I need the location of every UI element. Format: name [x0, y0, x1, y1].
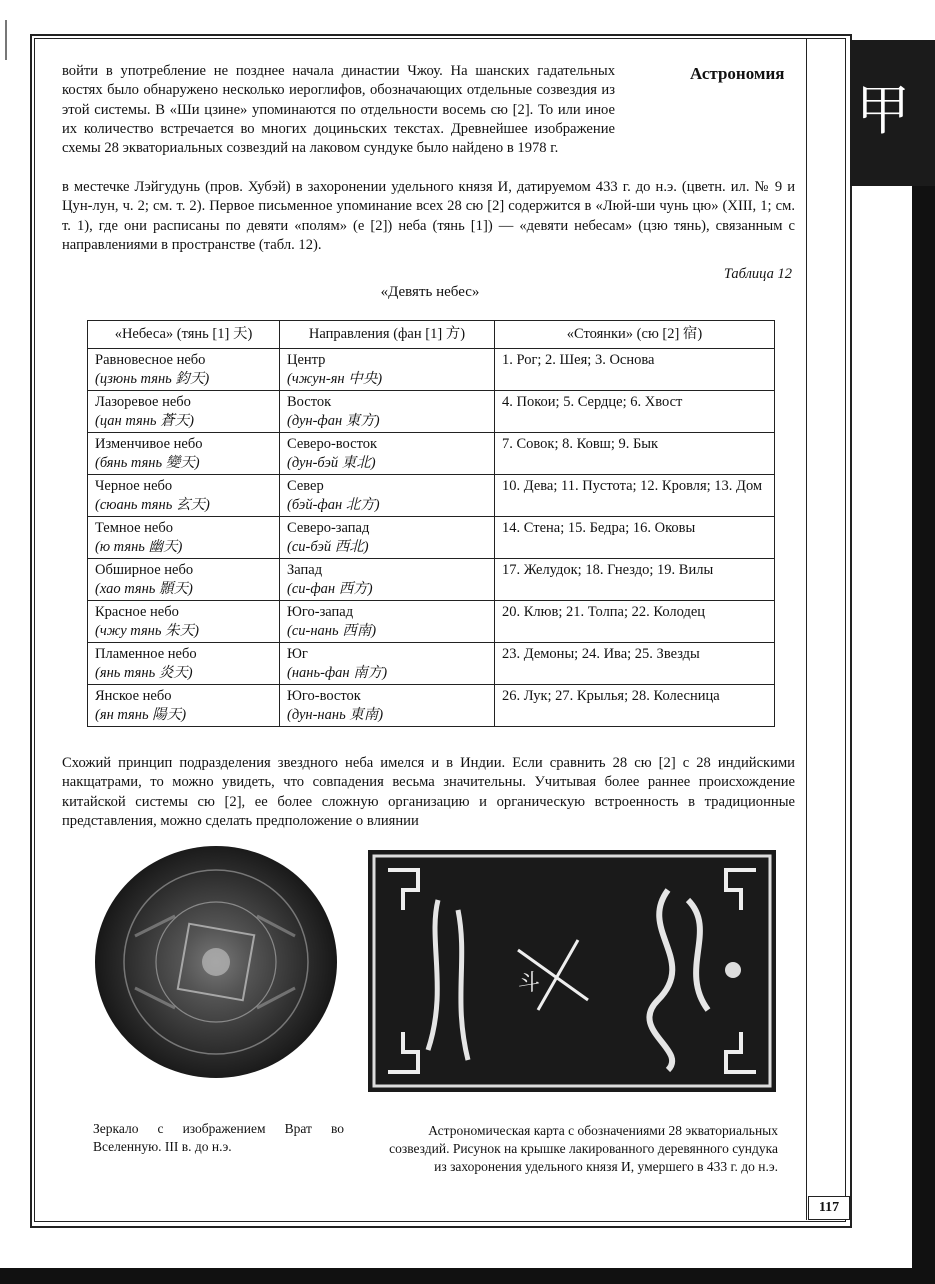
heaven-cell-main: Янское небо [95, 688, 172, 704]
table-row [88, 601, 775, 643]
bottom-edge-bar [0, 1268, 935, 1284]
table-row [88, 349, 775, 391]
direction-cell-transcription: (си-нань 西南) [287, 623, 377, 639]
star-map-caption: Астрономическая карта с обозначениями 28 экваториальных созвездий. Рисунок на крышке лакированного деревянного сундука из захоронения удельного князя И, умершего в 433 г. до н.э. [389, 1123, 778, 1174]
direction-cell-transcription: (дун-нань 東南) [287, 707, 384, 723]
paragraph-2: Схожий принцип подразделения звездного неба имелся и в Индии. Если сравнить 28 сю [2] с 28 индийскими накщатрами, то можно увидеть, что совпадения весьма значительны. Учитывая более раннее происхождение китайской системы сю [2], ее более сложную организацию и органическую встроенность в традиционные представления, можно сделать предположение о влиянии [62, 755, 795, 829]
table-row [88, 517, 775, 559]
direction-cell-main: Юго-восток [287, 688, 361, 704]
direction-cell-transcription: (дун-бэй 東北) [287, 455, 376, 471]
stations-cell-main: 14. Стена; 15. Бедра; 16. Оковы [502, 520, 696, 536]
mirror-caption: Зеркало с изображением Врат во Вселенную. III в. до н.э. [93, 1121, 344, 1154]
stations-cell-main: 20. Клюв; 21. Толпа; 22. Колодец [502, 604, 706, 620]
nine-heavens-table [87, 320, 775, 727]
direction-cell [280, 517, 495, 559]
stations-cell [495, 685, 775, 727]
direction-cell-transcription: (дун-фан 東方) [287, 413, 380, 429]
lacquer-chest-star-map-image [368, 850, 776, 1092]
direction-cell [280, 601, 495, 643]
stations-cell-main: 10. Дева; 11. Пустота; 12. Кровля; 13. Дом [502, 478, 763, 494]
direction-cell-transcription: (нань-фан 南方) [287, 665, 388, 681]
stations-cell [495, 475, 775, 517]
heaven-cell [88, 601, 280, 643]
direction-cell-transcription: (бэй-фан 北方) [287, 497, 380, 513]
heaven-cell-main: Равновесное небо [95, 352, 206, 368]
stations-cell [495, 433, 775, 475]
heaven-cell [88, 517, 280, 559]
chapter-tab-character: 甲 [856, 79, 910, 142]
heaven-cell [88, 643, 280, 685]
paragraph-1-continued: в местечке Лэйгудунь (пров. Хубэй) в захоронении удельного князя И, датируемом 433 г. до н.э. (цветн. ил. № 9 и Цун-лун, ч. 2; см. т. 2). Первое письменное упоминание всех 28 сю [2] содержится в «Люй-ши чунь цю» (XIII, 1; см. т. 1), где они расписаны по девяти «полям» (е [2]) неба (тянь [1]) — «девяти небесам» (цзю тянь), связанным с направлениями в пространстве (табл. 12). [62, 179, 795, 253]
direction-cell-main: Север [287, 478, 324, 494]
heaven-cell [88, 685, 280, 727]
heaven-cell-transcription: (чжу тянь 朱天) [95, 623, 199, 639]
stations-cell-main: 23. Демоны; 24. Ива; 25. Звезды [502, 646, 700, 662]
table-row [88, 391, 775, 433]
scan-mark [5, 20, 7, 60]
direction-cell-main: Северо-запад [287, 520, 370, 536]
direction-cell-main: Запад [287, 562, 323, 578]
table-body [88, 349, 775, 727]
stations-cell [495, 643, 775, 685]
direction-cell-transcription: (си-бэй 西北) [287, 539, 369, 555]
stations-cell-main: 26. Лук; 27. Крылья; 28. Колесница [502, 688, 720, 704]
direction-cell-main: Восток [287, 394, 332, 410]
right-edge-bar [912, 186, 935, 1284]
direction-cell [280, 391, 495, 433]
direction-cell-main: Юг [287, 646, 308, 662]
header-heavens: «Небеса» (тянь [1] 天) [88, 321, 280, 349]
heaven-cell [88, 433, 280, 475]
stations-cell-main: 17. Желудок; 18. Гнездо; 19. Вилы [502, 562, 714, 578]
direction-cell-main: Юго-запад [287, 604, 354, 620]
heaven-cell-main: Изменчивое небо [95, 436, 203, 452]
header-directions: Направления (фан [1] 方) [280, 321, 495, 349]
heaven-cell-main: Красное небо [95, 604, 179, 620]
table-row [88, 475, 775, 517]
heaven-cell-main: Обширное небо [95, 562, 194, 578]
stations-cell [495, 559, 775, 601]
header-stations: «Стоянки» (сю [2] 宿) [495, 321, 775, 349]
direction-cell-main: Северо-восток [287, 436, 378, 452]
heaven-cell [88, 391, 280, 433]
table-row [88, 559, 775, 601]
direction-cell-main: Центр [287, 352, 326, 368]
heaven-cell-transcription: (бянь тянь 變天) [95, 455, 200, 471]
table-row [88, 685, 775, 727]
stations-cell [495, 601, 775, 643]
paragraph-1: войти в употребление не позднее начала династии Чжоу. На шанских гадательных костях было обнаружено несколько иероглифов, обозначающих отдельные созвездия из этой системы. В «Ши цзине» упоминаются по отдельности восемь сю [2]. То или иное их количество встречается во многих доциньских текстах. Древнейшее изображение схемы 28 экваториальных созвездий на лаковом сундуке было найдено в 1978 г. [62, 63, 615, 157]
heaven-cell-transcription: (хао тянь 顥天) [95, 581, 193, 597]
direction-cell [280, 685, 495, 727]
table-title: «Девять небес» [380, 284, 480, 300]
stations-cell-main: 1. Рог; 2. Шея; 3. Основа [502, 352, 655, 368]
heaven-cell [88, 475, 280, 517]
heaven-cell-transcription: (сюань тянь 玄天) [95, 497, 210, 513]
stations-cell [495, 517, 775, 559]
direction-cell [280, 559, 495, 601]
heaven-cell-transcription: (янь тянь 炎天) [95, 665, 193, 681]
heaven-cell-main: Лазоревое небо [95, 394, 191, 410]
table-row [88, 433, 775, 475]
stations-cell-main: 7. Совок; 8. Ковш; 9. Бык [502, 436, 659, 452]
direction-cell [280, 433, 495, 475]
heaven-cell-transcription: (ян тянь 陽天) [95, 707, 187, 723]
direction-cell-transcription: (чжун-ян 中央) [287, 371, 383, 387]
direction-cell [280, 349, 495, 391]
heaven-cell-transcription: (цан тянь 蒼天) [95, 413, 194, 429]
bronze-mirror-image [95, 846, 337, 1078]
heaven-cell-main: Пламенное небо [95, 646, 197, 662]
table-row [88, 643, 775, 685]
heaven-cell-main: Темное небо [95, 520, 173, 536]
heaven-cell [88, 559, 280, 601]
mirror-pattern [95, 846, 337, 1078]
stations-cell [495, 349, 775, 391]
heaven-cell [88, 349, 280, 391]
section-title: Астрономия [690, 64, 785, 83]
stations-cell-main: 4. Покои; 5. Сердце; 6. Хвост [502, 394, 683, 410]
direction-cell [280, 475, 495, 517]
heaven-cell-main: Черное небо [95, 478, 173, 494]
star-map-drawing [368, 850, 776, 1092]
stations-cell [495, 391, 775, 433]
table-number: Таблица 12 [723, 266, 792, 282]
heaven-cell-transcription: (ю тянь 幽天) [95, 539, 183, 555]
svg-text:斗: 斗 [518, 971, 541, 996]
right-margin-rule [806, 38, 807, 1220]
direction-cell-transcription: (си-фан 西方) [287, 581, 373, 597]
table-header-row [88, 321, 775, 349]
heaven-cell-transcription: (цзюнь тянь 鈞天) [95, 371, 210, 387]
page-number: 117 [808, 1196, 850, 1220]
direction-cell [280, 643, 495, 685]
